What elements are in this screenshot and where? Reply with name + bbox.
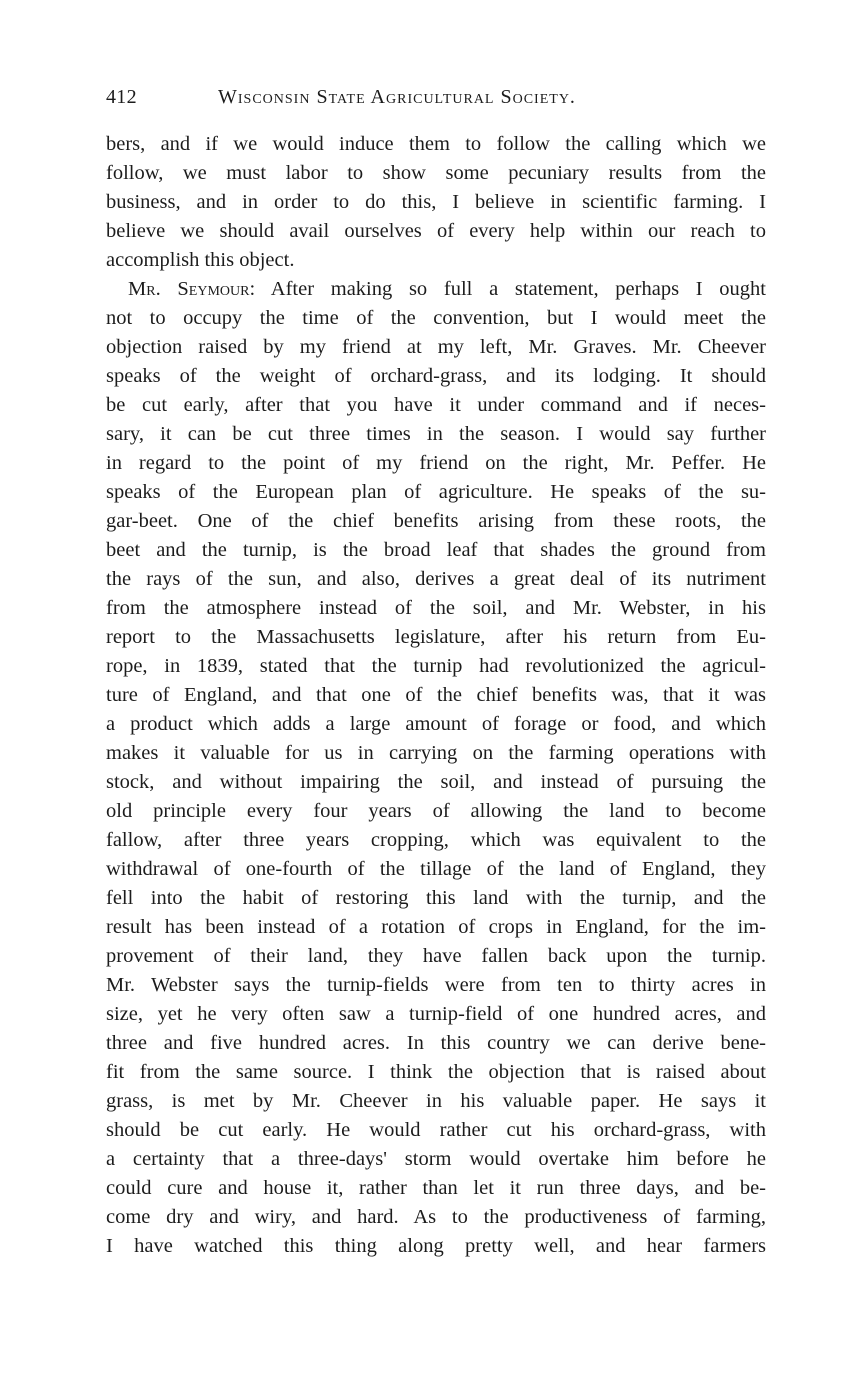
text-line: rope, in 1839, stated that the turnip had revolutionized the agricul-	[106, 655, 766, 677]
text-line: three and five hundred acres. In this country we can derive bene-	[106, 1032, 766, 1054]
text-line: result has been instead of a rotation of crops in England, for the im-	[106, 916, 766, 938]
text-line: sary, it can be cut three times in the season. I would say further	[106, 423, 766, 445]
text-line: report to the Massachusetts legislature, after his return from Eu-	[106, 626, 766, 648]
text-line: follow, we must labor to show some pecuniary results from the	[106, 162, 766, 184]
text-line: business, and in order to do this, I believe in scientific farming. I	[106, 191, 766, 213]
paragraph	[106, 130, 766, 275]
text-line: fallow, after three years cropping, which was equivalent to the	[106, 829, 766, 851]
text-line: stock, and without impairing the soil, and instead of pursuing the	[106, 771, 766, 793]
text-line: fell into the habit of restoring this land with the turnip, and the	[106, 887, 766, 909]
text-segment: After making so full a statement, perhaps I ought	[270, 278, 766, 300]
text-line: gar-beet. One of the chief benefits arising from these roots, the	[106, 510, 766, 532]
paragraph	[106, 275, 766, 1261]
running-title: Wisconsin State Agricultural Society.	[218, 86, 576, 108]
text-line: from the atmosphere instead of the soil, and Mr. Webster, in his	[106, 597, 766, 619]
text-line: speaks of the weight of orchard-grass, and its lodging. It should	[106, 365, 766, 387]
text-line: objection raised by my friend at my left, Mr. Graves. Mr. Cheever	[106, 336, 766, 358]
text-line: fit from the same source. I think the objection that is raised about	[106, 1061, 766, 1083]
text-line: beet and the turnip, is the broad leaf that shades the ground from	[106, 539, 766, 561]
text-line	[106, 275, 766, 304]
text-line: could cure and house it, rather than let it run three days, and be-	[106, 1177, 766, 1199]
text-line: grass, is met by Mr. Cheever in his valuable paper. He says it	[106, 1090, 766, 1112]
text-line: a certainty that a three-days' storm would overtake him before he	[106, 1148, 766, 1170]
text-line: withdrawal of one-fourth of the tillage of the land of England, they	[106, 858, 766, 880]
text-line: ture of England, and that one of the chief benefits was, that it was	[106, 684, 766, 706]
text-line: size, yet he very often saw a turnip-field of one hundred acres, and	[106, 1003, 766, 1025]
page-header	[106, 86, 766, 116]
text-line: provement of their land, they have fallen back upon the turnip.	[106, 945, 766, 967]
text-line: old principle every four years of allowing the land to become	[106, 800, 766, 822]
text-line: speaks of the European plan of agriculture. He speaks of the su-	[106, 481, 766, 503]
text-line: a product which adds a large amount of forage or food, and which	[106, 713, 766, 735]
text-line: not to occupy the time of the convention, but I would meet the	[106, 307, 766, 329]
text-line: accomplish this object.	[106, 249, 295, 271]
text-line: makes it valuable for us in carrying on the farming operations with	[106, 742, 766, 764]
text-line: be cut early, after that you have it under command and if neces-	[106, 394, 766, 416]
text-line: in regard to the point of my friend on the right, Mr. Peffer. He	[106, 452, 766, 474]
body-text	[106, 130, 766, 1261]
text-line: bers, and if we would induce them to follow the calling which we	[106, 133, 766, 155]
text-line: the rays of the sun, and also, derives a great deal of its nutriment	[106, 568, 766, 590]
text-line: I have watched this thing along pretty well, and hear farmers	[106, 1235, 766, 1257]
text-line: believe we should avail ourselves of every help within our reach to	[106, 220, 766, 242]
text-line: come dry and wiry, and hard. As to the productiveness of farming,	[106, 1206, 766, 1228]
speaker-name: Mr. Seymour:	[128, 278, 256, 300]
page-number: 412	[106, 86, 137, 108]
text-line: should be cut early. He would rather cut his orchard-grass, with	[106, 1119, 766, 1141]
text-line: Mr. Webster says the turnip-fields were from ten to thirty acres in	[106, 974, 766, 996]
